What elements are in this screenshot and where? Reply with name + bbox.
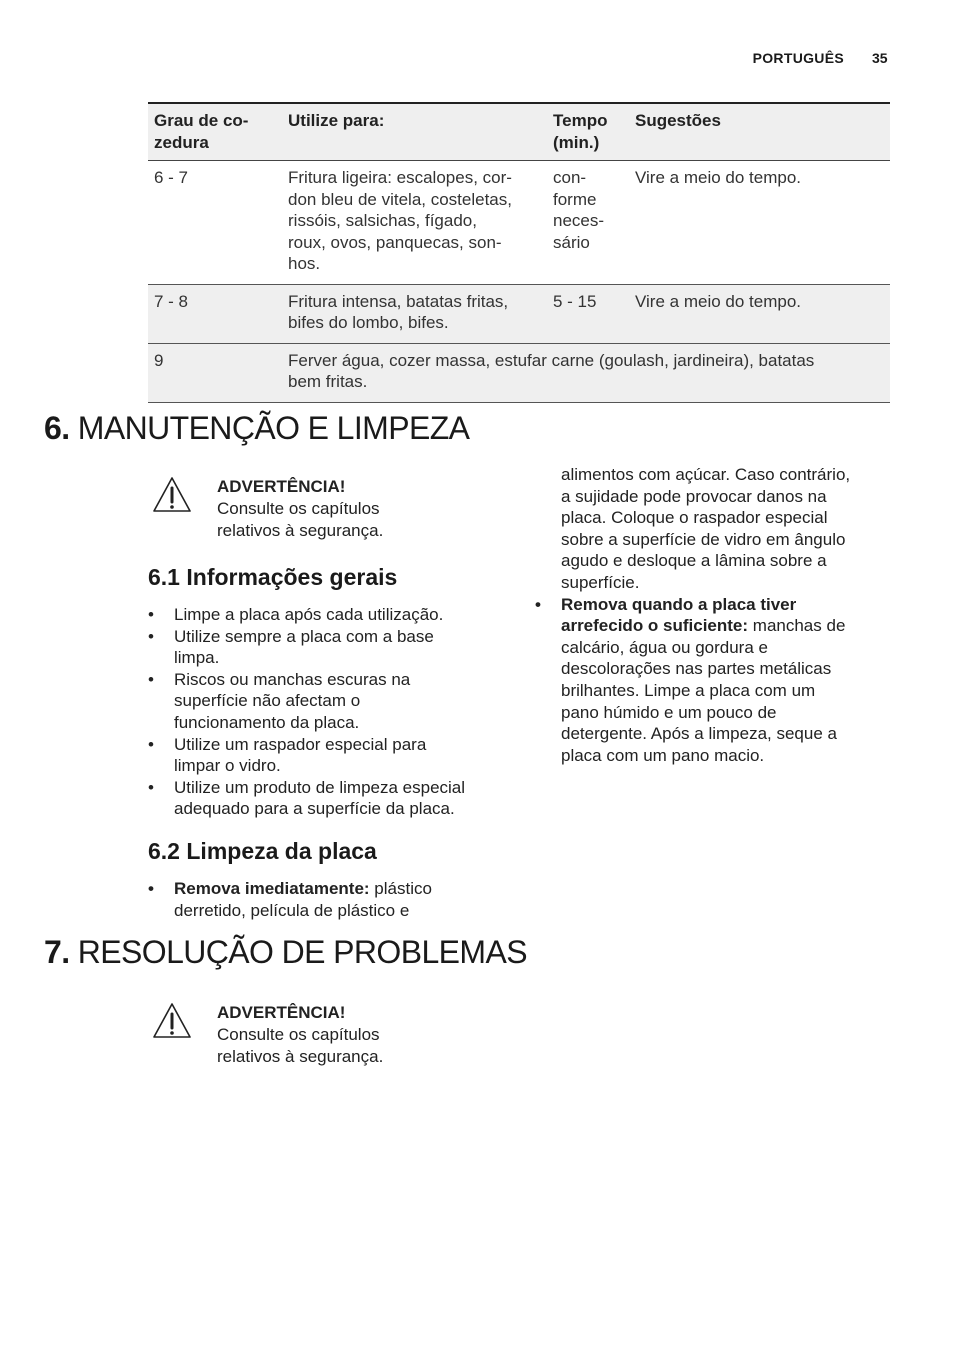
bullet-icon: • [148, 605, 154, 624]
list-item: • Utilize um produto de limpeza especial adequado para a superfície da placa. [148, 777, 466, 819]
warning-body: Consulte os capítulos relativos à segurança. [217, 499, 384, 540]
list-item: • Limpe a placa após cada utilização. [148, 605, 444, 624]
subsection-6-1-number: 6.1 [148, 564, 180, 590]
warning-title: ADVERTÊNCIA! [217, 1003, 346, 1022]
right-column [535, 464, 895, 766]
cell-sugestao: Vire a meio do tempo. [635, 168, 801, 187]
subsection-6-2-title-text: Limpeza da placa [186, 838, 377, 864]
cleaning-list [148, 878, 508, 921]
bullet-text: plástico derretido, película de plástico e [174, 879, 432, 920]
section-6-number: 6. [44, 410, 70, 446]
warning-triangle-icon [152, 1002, 192, 1040]
bullet-icon: • [148, 879, 154, 898]
cell-uso: Fritura ligeira: escalopes, cor- don bleu de vitela, costeletas, rissóis, salsichas, fígado, roux, ovos, panquecas, son- hos. [288, 168, 512, 273]
cell-grau: 9 [154, 350, 164, 370]
bullet-icon: • [148, 734, 154, 754]
cleaning-list-continued [535, 594, 895, 767]
bullet-text: manchas de calcário, água ou gordura e descolorações nas partes metálicas brilhantes. Limpe a placa com um pano húmido e um pouco de detergente. Após a limpeza, seque a placa com um pano macio. [561, 616, 846, 765]
continued-text: alimentos com açúcar. Caso contrário, a sujidade pode provocar danos na placa. Coloque o raspador especial sobre a superfície de vidro em ângulo agudo e desloque a lâmina sobre a superfície. [561, 465, 851, 592]
bullet-bold: Remova quando a placa tiver arrefecido o suficiente: [561, 594, 797, 636]
cooking-levels-table [148, 102, 890, 403]
section-7-title-text: RESOLUÇÃO DE PROBLEMAS [77, 934, 527, 970]
section-7-title [44, 934, 527, 971]
header-uso: Utilize para: [288, 111, 385, 130]
subsection-6-2-number: 6.2 [148, 838, 180, 864]
cell-sugestao: Vire a meio do tempo. [635, 291, 801, 311]
cell-uso: Fritura intensa, batatas fritas, bifes do lombo, bifes. [288, 291, 509, 332]
warning-body: Consulte os capítulos relativos à segurança. [217, 1025, 384, 1066]
bullet-bold: Remova imediatamente: [174, 879, 370, 898]
warning-triangle-icon [152, 476, 192, 514]
subsection-6-1-title-text: Informações gerais [186, 564, 398, 590]
cell-tempo: 5 - 15 [553, 291, 597, 311]
section-7-number: 7. [44, 934, 70, 970]
bullet-icon: • [535, 594, 541, 614]
header-grau: Grau de co- zedura [154, 111, 249, 152]
cell-uso: Ferver água, cozer massa, estufar carne (goulash, jardineira), batatas bem fritas. [288, 350, 815, 391]
header-sugestoes: Sugestões [635, 111, 721, 130]
list-item: • Utilize sempre a placa com a base limpa. [148, 626, 434, 668]
list-item: • Riscos ou manchas escuras na superfície não afectam o funcionamento da placa. [148, 669, 411, 732]
subsection-6-2-title [148, 838, 377, 865]
general-info-list [148, 604, 508, 820]
warning-title: ADVERTÊNCIA! [217, 477, 346, 496]
list-item: • Utilize um raspador especial para limpar o vidro. [148, 734, 427, 776]
header-tempo: Tempo (min.) [553, 111, 608, 152]
cell-tempo: con- forme neces- sário [553, 168, 605, 252]
list-item [535, 594, 895, 767]
bullet-icon: • [148, 669, 154, 689]
table-row [148, 343, 890, 402]
cell-grau: 7 - 8 [154, 291, 189, 311]
page-number: 35 [872, 50, 888, 66]
bullet-icon: • [148, 777, 154, 797]
section-6-title-text: MANUTENÇÃO E LIMPEZA [77, 410, 470, 446]
table-row [148, 284, 890, 343]
table-row [148, 161, 890, 285]
list-item [148, 878, 508, 921]
warning-text [217, 476, 497, 542]
warning-box [152, 1002, 492, 1072]
header-language: PORTUGUÊS [752, 50, 844, 66]
page-header [0, 48, 954, 70]
warning-text [217, 1002, 497, 1068]
table-header-row [148, 103, 890, 161]
subsection-6-1-title [148, 564, 397, 591]
cell-grau: 6 - 7 [154, 168, 189, 187]
warning-box [152, 476, 492, 546]
section-6-title [44, 410, 469, 447]
bullet-icon: • [148, 626, 154, 646]
